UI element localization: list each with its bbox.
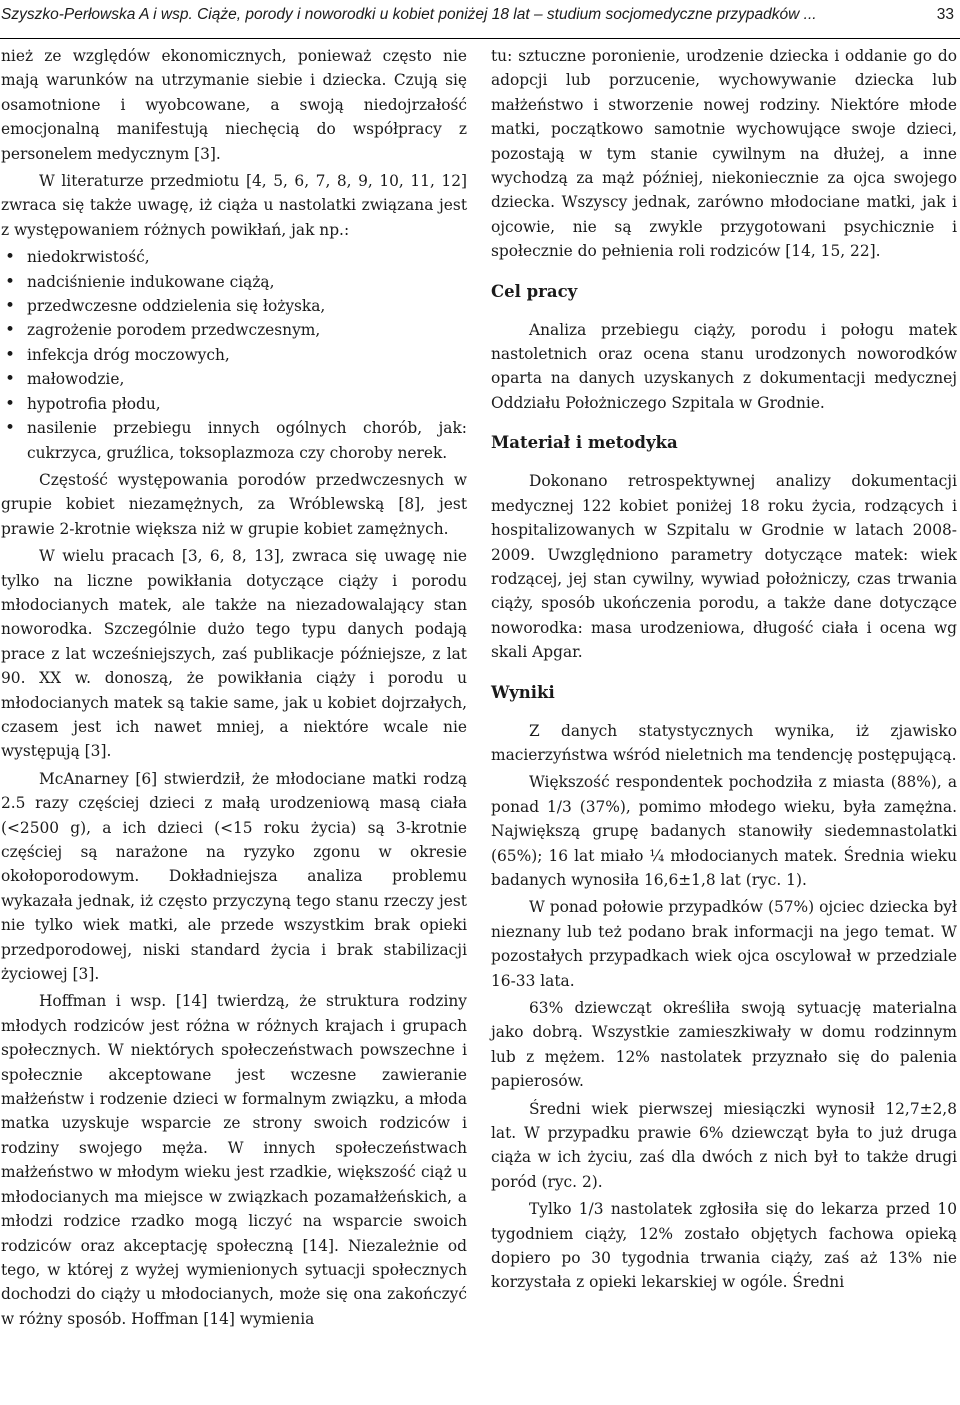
right-column bbox=[491, 44, 957, 1298]
running-header bbox=[0, 0, 960, 39]
paragraph: Analiza przebiegu ciąży, porodu i połogu matek nastoletnich oraz ocena stanu urodzonych noworodków oparta na danych uzyskanych z dokumentacji medycznej Oddziału Położniczego Szpitala w Grodnie. bbox=[491, 320, 957, 412]
paragraph: nież ze względów ekonomicznych, ponieważ często nie mają warunków na utrzymanie siebie i dziecka. Czują się osamotnione i wyobcowane, a swoją niedojrzałość emocjonalną manifestują niechęcią do współpracy z personelem medycznym [3]. bbox=[1, 47, 467, 163]
paragraph: Częstość występowania porodów przedwczesnych w grupie kobiet niezamężnych, za Wróblewską [8], jest prawie 2-krotnie większa niż w grupie kobiet zamężnych. bbox=[1, 470, 467, 538]
list-item: • hypotrofia płodu, bbox=[1, 392, 467, 416]
paragraph: Średni wiek pierwszej miesiączki wynosił 12,7±2,8 lat. W przypadku prawie 6% dziewcząt była to już druga ciąża w ich życiu, zaś dla dwóch z nich był to także drugi poród (ryc. 2). bbox=[491, 1099, 957, 1191]
section-heading-results: Wyniki bbox=[491, 682, 555, 702]
complications-list bbox=[1, 245, 467, 465]
paragraph: Większość respondentek pochodziła z miasta (88%), a ponad 1/3 (37%), pomimo młodego wieku, była zamężna. Największą grupę badanych stanowiły siedemnastolatki (65%); 16 lat miało ¼ młodocianych matek. Średnia wieku badanych wynosiła 16,6±1,8 lat (ryc. 1). bbox=[491, 773, 957, 889]
list-item: • zagrożenie porodem przedwczesnym, bbox=[1, 318, 467, 342]
left-column bbox=[1, 44, 467, 1334]
paragraph: Hoffman i wsp. [14] twierdzą, że struktura rodziny młodych rodziców jest różna w różnych krajach i grupach społecznych. W niektórych społeczeństwach powszechne i społecznie akceptowane jest wczesne zawieranie małżeństw i rodzenie dzieci w formalnym związku, a młoda matka uzyskuje wsparcie ze strony swoich rodziców i rodziny swojego męża. W innych społeczeństwach małżeństwo w młodym wieku jest rzadkie, większość ciąż u młodocianych ma miejsce w związkach pozamałżeńskich, a młodzi rodzice rzadko mogą liczyć na wsparcie swoich rodziców oraz akceptację społeczną [14]. Niezależnie od tego, w której z wyżej wymienionych sytuacji społecznych dochodzi do ciąży u młodocianych, może się ona zakończyć w różny sposób. Hoffman [14] wymienia bbox=[1, 992, 467, 1328]
paragraph: W literaturze przedmiotu [4, 5, 6, 7, 8, 9, 10, 11, 12] zwraca się także uwagę, iż ciąża u nastolatki związana jest z występowaniem różnych powikłań, jak np.: bbox=[1, 172, 467, 239]
paragraph: tu: sztuczne poronienie, urodzenie dziecka i oddanie go do adopcji lub porzucenie, wychowywanie dziecka lub małżeństwo i stworzenie nowej rodziny. Niektóre młode matki, początkowo samotnie wychowujące swoje dzieci, pozostają w tym stanie cywilnym na dłużej, a inne wychodzą za mąż później, niekoniecznie za ojca swojego dziecka. Wszyscy jednak, zarówno młodociane matki, jak i ojcowie, nie są zwykle przygotowani psychicznie i społecznie do pełnienia roli rodziców [14, 15, 22]. bbox=[491, 47, 957, 261]
list-item: • nasilenie przebiegu innych ogólnych chorób, jak: cukrzyca, gruźlica, toksoplazmoza czy choroby nerek. bbox=[1, 416, 467, 465]
list-item: • nadciśnienie indukowane ciążą, bbox=[1, 270, 467, 294]
page-number: 33 bbox=[936, 6, 954, 23]
paragraph: W ponad połowie przypadków (57%) ojciec dziecka był nieznany lub też podano brak informacji na jego temat. W pozostałych przypadkach wiek ojca oscylował w przedziale 16-33 lata. bbox=[491, 898, 957, 990]
paragraph: McAnarney [6] stwierdził, że młodociane matki rodzą 2.5 razy częściej dzieci z małą urodzeniową masą ciała (<2500 g), a ich dzieci (<15 roku życia) są 3-krotnie częściej są narażone na ryzyko zgonu w okresie okołoporodowym. Dokładniejsza analiza problemu wykazała jednak, iż często przyczyną tego stanu rzeczy jest nie tylko wiek matki, ale przede wszystkim brak opieki przedporodowej, niski standard życia i brak stabilizacji życiowej [3]. bbox=[1, 769, 467, 984]
list-item: • małowodzie, bbox=[1, 367, 467, 391]
section-heading-methods: Materiał i metodyka bbox=[491, 433, 678, 453]
list-item: • infekcja dróg moczowych, bbox=[1, 343, 467, 367]
paragraph: Tylko 1/3 nastolatek zgłosiła się do lekarza przed 10 tygodniem ciąży, 12% zostało objętych fachowa opieką dopiero po 30 tygodnia trwania ciąży, zaś aż 13% nie korzystała z opieki lekarskiej w ogóle. Średni bbox=[491, 1200, 957, 1292]
list-item: • przedwczesne oddzielenia się łożyska, bbox=[1, 294, 467, 318]
paragraph: Z danych statystycznych wynika, iż zjawisko macierzyństwa wśród nieletnich ma tendencję postępującą. bbox=[491, 721, 957, 764]
running-header-title: Szyszko-Perłowska A i wsp. Ciąże, porody i noworodki u kobiet poniżej 18 lat – studium socjomedyczne przypadków ... bbox=[1, 6, 817, 23]
paragraph: Dokonano retrospektywnej analizy dokumentacji medycznej 122 kobiet poniżej 18 roku życia, rodzących i hospitalizowanych w Szpitalu w Grodnie w latach 2008-2009. Uwzględniono parametry dotyczące matek: wiek rodzącej, jej stan cywilny, wywiad położniczy, czas trwania ciąży, sposób ukończenia porodu, a także dane dotyczące noworodka: masa urodzeniowa, długość ciała i ocena wg skali Apgar. bbox=[491, 472, 957, 662]
paragraph: 63% dziewcząt określiła swoją sytuację materialna jako dobrą. Wszystkie zamieszkiwały w domu rodzinnym lub z mężem. 12% nastolatek przyznało się do palenia papierosów. bbox=[491, 999, 957, 1091]
section-heading-aim: Cel pracy bbox=[491, 281, 578, 301]
paragraph: W wielu pracach [3, 6, 8, 13], zwraca się uwagę nie tylko na liczne powikłania dotyczące ciąży i porodu młodocianych matek, ale także na niezadowalający stan noworodka. Szczególnie dużo tego typu danych podają prace z lat wcześniejszych, zaś publikacje późniejsze, z lat 90. XX w. donoszą, że powikłania ciąży i porodu u młodocianych matek są takie same, jak u kobiet dojrzałych, czasem jest ich nawet mniej, a niektóre wcale nie występują [3]. bbox=[1, 547, 467, 761]
list-item: • niedokrwistość, bbox=[1, 245, 467, 269]
